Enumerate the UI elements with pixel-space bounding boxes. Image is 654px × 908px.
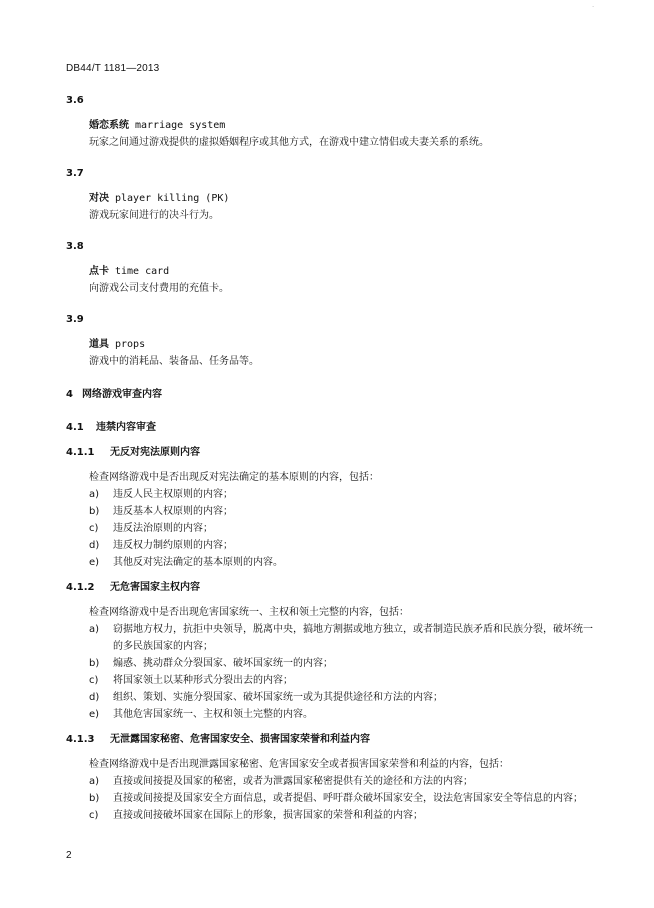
clause-title: 无反对宪法原则内容 — [110, 447, 200, 458]
list-text: 违反权力制约原则的内容； — [113, 540, 233, 551]
list-item — [89, 807, 596, 824]
list-marker: a) — [89, 489, 100, 500]
list-text: 违反人民主权原则的内容； — [113, 489, 233, 500]
term-number: 3.7 — [66, 168, 84, 179]
list-text: 违反法治原则的内容； — [113, 523, 213, 534]
list-item — [89, 621, 596, 655]
list-item — [89, 486, 596, 503]
list-text: 直接或间接破坏国家在国际上的形象，损害国家的荣誉和利益的内容； — [113, 810, 423, 821]
list-item — [89, 706, 596, 723]
list-marker: b) — [89, 793, 100, 804]
page-number: 2 — [66, 850, 72, 861]
list-marker: a) — [89, 624, 100, 635]
clause-intro: 检查网络游戏中是否出现危害国家统一、主权和领土完整的内容，包括： — [89, 607, 409, 618]
list-marker: a) — [89, 776, 100, 787]
clause-number: 4.1.3 — [66, 734, 95, 745]
term-entry — [66, 238, 596, 297]
list-item — [89, 773, 596, 790]
clause-intro: 检查网络游戏中是否出现泄露国家秘密、危害国家安全或者损害国家荣誉和利益的内容，包括： — [89, 759, 509, 770]
term-definition: 游戏中的消耗品、装备品、任务品等。 — [89, 356, 259, 367]
list-text: 违反基本人权原则的内容； — [113, 506, 233, 517]
term-chinese: 对决 — [89, 193, 109, 204]
list-item — [89, 672, 596, 689]
list-text: 窃据地方权力，抗拒中央领导，脱离中央，搞地方割据或地方独立，或者制造民族矛盾和民族分裂，破坏统一的多民族国家的内容； — [113, 624, 593, 652]
term-heading — [89, 117, 596, 134]
document-body — [66, 92, 596, 824]
term-entry — [66, 311, 596, 370]
list-text: 直接或间接提及国家安全方面信息，或者提倡、呼吁群众破坏国家安全，设法危害国家安全等信息的内容； — [113, 793, 583, 804]
term-number: 3.6 — [66, 95, 84, 106]
list-text: 煽惑、挑动群众分裂国家、破坏国家统一的内容； — [113, 658, 333, 669]
term-chinese: 婚恋系统 — [89, 120, 129, 131]
term-entry — [66, 165, 596, 224]
list-marker: d) — [89, 692, 100, 703]
list-item — [89, 790, 596, 807]
clause-title: 无危害国家主权内容 — [110, 582, 200, 593]
list-item — [89, 655, 596, 672]
clause-number: 4.1.1 — [66, 447, 95, 458]
clause-intro: 检查网络游戏中是否出现反对宪法确定的基本原则的内容，包括： — [89, 472, 379, 483]
list-item — [89, 520, 596, 537]
section-number: 4 — [66, 389, 73, 400]
list-text: 其他危害国家统一、主权和领土完整的内容。 — [113, 709, 313, 720]
list-marker: b) — [89, 658, 100, 669]
subsection-number: 4.1 — [66, 422, 84, 433]
term-definition: 玩家之间通过游戏提供的虚拟婚姻程序或其他方式，在游戏中建立情侣或夫妻关系的系统。 — [89, 137, 489, 148]
document-id-header: DB44/T 1181—2013 — [66, 63, 160, 74]
term-definition: 游戏玩家间进行的决斗行为。 — [89, 210, 219, 221]
term-english: player killing (PK) — [115, 193, 230, 204]
term-heading — [89, 263, 596, 280]
list-item — [89, 537, 596, 554]
term-english: marriage system — [135, 120, 226, 131]
list-text: 其他反对宪法确定的基本原则的内容。 — [113, 557, 283, 568]
term-english: time card — [115, 266, 170, 277]
term-english: props — [115, 339, 146, 350]
clause-heading — [66, 579, 596, 596]
corner-mark: · — [592, 4, 594, 11]
list-marker: b) — [89, 506, 100, 517]
subsection-title: 违禁内容审查 — [96, 422, 156, 433]
list-marker: d) — [89, 540, 100, 551]
term-chinese: 道具 — [89, 339, 109, 350]
list-marker: c) — [89, 675, 99, 686]
list-text: 直接或间接提及国家的秘密，或者为泄露国家秘密提供有关的途径和方法的内容； — [113, 776, 473, 787]
term-heading — [89, 336, 596, 353]
term-definition: 向游戏公司支付费用的充值卡。 — [89, 283, 229, 294]
clause-heading — [66, 731, 596, 748]
list-marker: e) — [89, 709, 100, 720]
list-marker: c) — [89, 523, 99, 534]
list-text: 组织、策划、实施分裂国家、破坏国家统一或为其提供途径和方法的内容； — [113, 692, 443, 703]
section-heading — [66, 386, 596, 403]
term-number: 3.9 — [66, 314, 84, 325]
list-item — [89, 554, 596, 571]
subsection-heading — [66, 419, 596, 436]
term-chinese: 点卡 — [89, 266, 109, 277]
term-entry — [66, 92, 596, 151]
list-item — [89, 689, 596, 706]
clause-title: 无泄露国家秘密、危害国家安全、损害国家荣誉和利益内容 — [110, 734, 370, 745]
list-item — [89, 503, 596, 520]
list-text: 将国家领土以某种形式分裂出去的内容； — [113, 675, 293, 686]
section-title: 网络游戏审查内容 — [82, 389, 162, 400]
clause-heading — [66, 444, 596, 461]
term-heading — [89, 190, 596, 207]
list-marker: c) — [89, 810, 99, 821]
term-number: 3.8 — [66, 241, 84, 252]
list-marker: e) — [89, 557, 100, 568]
clause-number: 4.1.2 — [66, 582, 95, 593]
